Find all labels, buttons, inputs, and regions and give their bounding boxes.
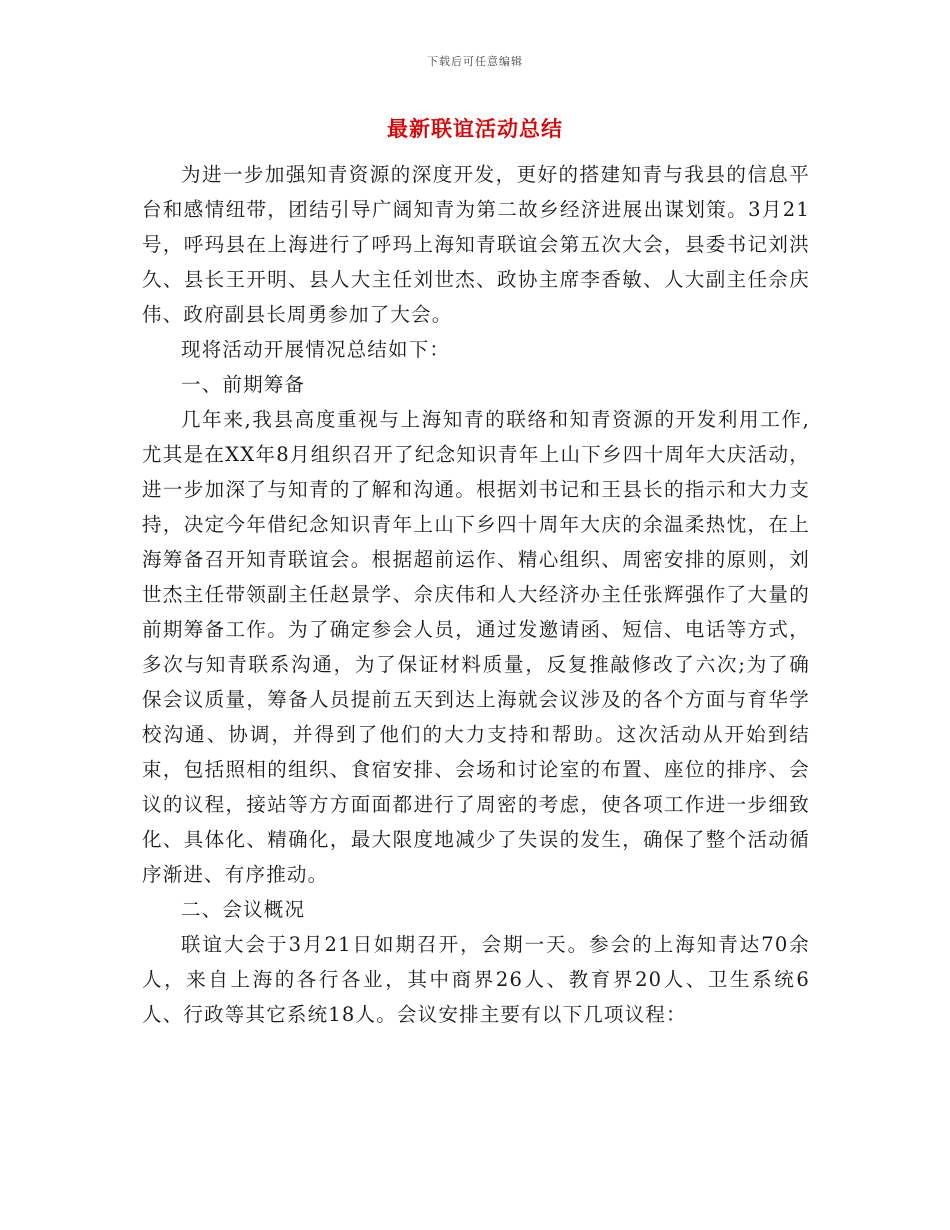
header-note: 下载后可任意编辑 [427,55,523,68]
paragraph-preparation: 几年来,我县高度重视与上海知青的联络和知青资源的开发利用工作,尤其是在XX年8月组织召开了纪念知识青年上山下乡四十周年大庆活动，进一步加深了与知青的了解和沟通。根据刘书记和王县长的指示和大力支持，决定今年借纪念知识青年上山下乡四十周年大庆的余温柔热忱，在上海筹备召开知青联谊会。根据超前运作、精心组织、周密安排的原则，刘世杰主任带领副主任赵景学、佘庆伟和人大经济办主任张辉强作了大量的前期筹备工作。为了确定参会人员，通过发邀请函、短信、电话等方式，多次与知青联系沟通，为了保证材料质量，反复推敲修改了六次;为了确保会议质量，筹备人员提前五天到达上海就会议涉及的各个方面与育华学校沟通、协调，并得到了他们的大力支持和帮助。这次活动从开始到结束，包括照相的组织、食宿安排、会场和讨论室的布置、座位的排序、会议的议程，接站等方方面面都进行了周密的考虑，使各项工作进一步细致化、具体化、精确化，最大限度地减少了失误的发生，确保了整个活动循序渐进、有序推动。 [142,408,810,886]
section-heading-preparation: 一、前期筹备 [181,373,306,396]
paragraph-intro: 为进一步加强知青资源的深度开发，更好的搭建知青与我县的信息平台和感情纽带，团结引导广阔知青为第二故乡经济进展出谋划策。3月21号，呼玛县在上海进行了呼玛上海知青联谊会第五次大会，县委书记刘洪久、县长王开明、县人大主任刘世杰、政协主席李香敏、人大副主任佘庆伟、政府副县长周勇参加了大会。 [142,163,810,326]
paragraph-summary-lead: 现将活动开展情况总结如下： [181,338,451,361]
paragraph-meeting: 联谊大会于3月21日如期召开，会期一天。参会的上海知青达70余人，来自上海的各行各业，其中商界26人、教育界20人、卫生系统6人、行政等其它系统18人。会议安排主要有以下几项议程： [142,933,810,1026]
document-body [142,157,810,1032]
document-title: 最新联谊活动总结 [387,117,563,141]
section-heading-meeting: 二、会议概况 [181,898,306,921]
